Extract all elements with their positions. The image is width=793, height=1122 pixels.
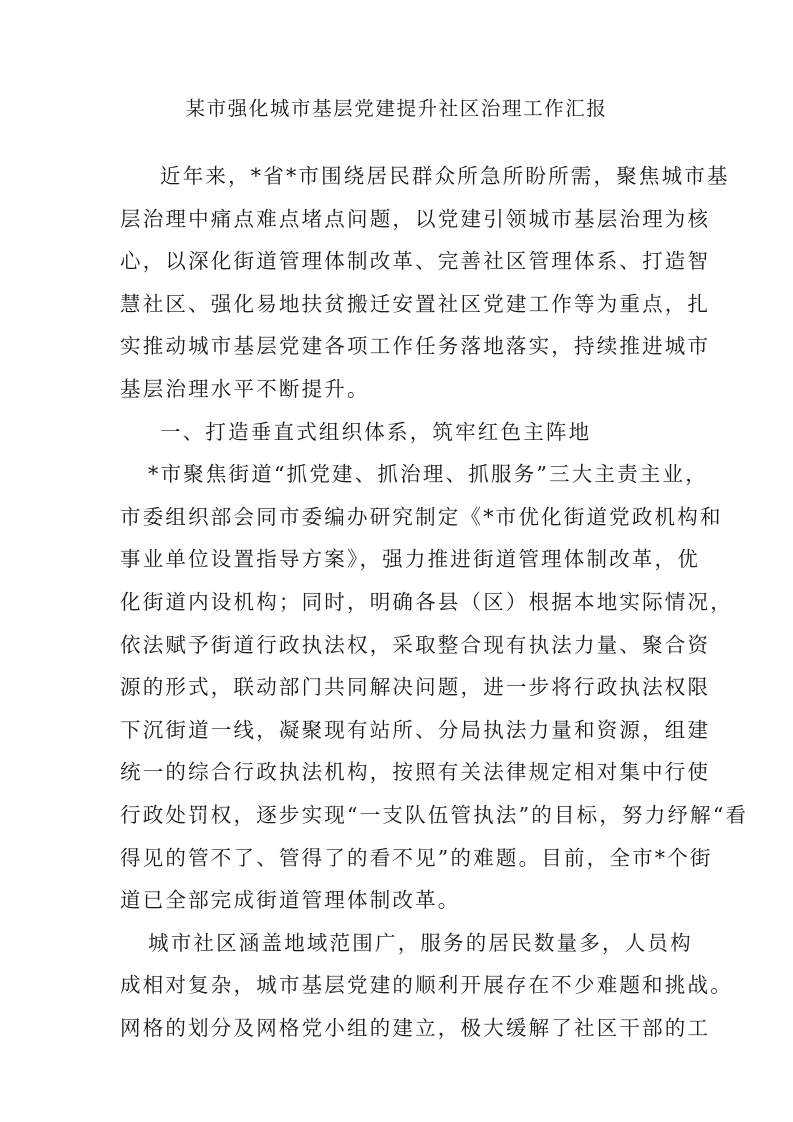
paragraph-line: 下沉街道一线，凝聚现有站所、分局执法力量和资源，组建 <box>120 717 711 742</box>
paragraph-line: 行政处罚权，逐步实现“一支队伍管执法”的目标，努力纾解“看 <box>120 802 749 827</box>
section-heading: 一、打造垂直式组织体系，筑牢红色主阵地 <box>160 419 592 444</box>
paragraph-line: 近年来，*省*市围绕居民群众所急所盼所需，聚焦城市基 <box>160 164 730 188</box>
paragraph-line: 层治理中痛点难点堵点问题，以党建引领城市基层治理为核 <box>120 206 711 231</box>
paragraph-line: 统一的综合行政执法机构，按照有关法律规定相对集中行使 <box>120 760 711 785</box>
paragraph-line: 基层治理水平不断提升。 <box>120 376 370 401</box>
paragraph-line: 依法赋予街道行政执法权，采取整合现有执法力量、聚合资 <box>120 632 711 657</box>
paragraph-line: 慧社区、强化易地扶贫搬迁安置社区党建工作等为重点，扎 <box>120 291 711 316</box>
paragraph-line: 道已全部完成街道管理体制改革。 <box>120 888 461 913</box>
paragraph-line: 市委组织部会同市委编办研究制定《*市优化街道党政机构和 <box>120 504 723 529</box>
paragraph-line: 化街道内设机构；同时，明确各县（区）根据本地实际情况， <box>120 589 733 614</box>
paragraph-line: 事业单位设置指导方案》，强力推进街道管理体制改革，优 <box>120 547 700 572</box>
paragraph-line: 心，以深化街道管理体制改革、完善社区管理体系、打造智 <box>120 249 711 274</box>
paragraph-line: 城市社区涵盖地域范围广，服务的居民数量多，人员构 <box>148 930 693 955</box>
paragraph-line: *市聚焦街道“抓党建、抓治理、抓服务”三大主责主业， <box>148 462 708 487</box>
document-title: 某市强化城市基层党建提升社区治理工作汇报 <box>185 97 608 120</box>
paragraph-line: 实推动城市基层党建各项工作任务落地落实，持续推进城市 <box>120 334 711 359</box>
paragraph-line: 源的形式，联动部门共同解决问题，进一步将行政执法权限 <box>120 675 711 700</box>
paragraph-line: 网格的划分及网格党小组的建立，极大缓解了社区干部的工 <box>120 1015 711 1040</box>
paragraph-line: 得见的管不了、管得了的看不见”的难题。目前，全市*个街 <box>120 845 713 870</box>
paragraph-line: 成相对复杂，城市基层党建的顺利开展存在不少难题和挑战。 <box>120 973 733 998</box>
document-body <box>120 155 749 1049</box>
